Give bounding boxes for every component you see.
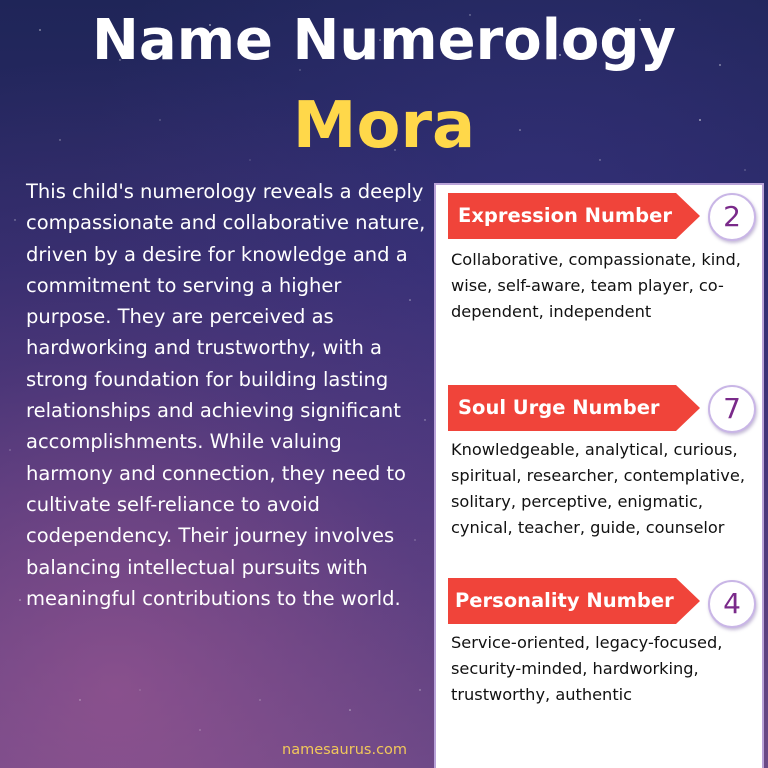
numerology-description: This child's numerology reveals a deeply compassionate and collaborative nature, driven by a desire for knowledge and a commitment to serving a higher purpose. They are perceived as hardworking and trustworthy, with a strong foundation for building lasting relationships and achieving significant accomplishments. While valuing harmony and connection, they need to cultivate self-reliance to avoid codependency. Their journey involves balancing intellectual pursuits with meaningful contributions to the world. <box>26 180 426 610</box>
baby-name: Mora <box>292 89 476 163</box>
expression-number-label: Expression Number <box>458 204 672 227</box>
soul-urge-banner <box>448 385 700 431</box>
personality-number-label: Personality Number <box>455 589 674 612</box>
site-footer[interactable]: namesaurus.com <box>282 742 408 758</box>
personality-number-value: 4 <box>708 580 756 628</box>
page-title: Name Numerology <box>92 8 676 73</box>
expression-traits: Collaborative, compassionate, kind, wise, self-aware, team player, co-dependent, independent <box>451 250 741 321</box>
numbers-panel <box>434 183 764 768</box>
personality-traits: Service-oriented, legacy-focused, security-minded, hardworking, trustworthy, authentic <box>451 633 723 704</box>
personality-banner <box>448 578 700 624</box>
soul-urge-number-label: Soul Urge Number <box>458 396 660 419</box>
expression-number-value: 2 <box>708 193 756 241</box>
soul-urge-number-value: 7 <box>708 385 756 433</box>
soul-urge-traits: Knowledgeable, analytical, curious, spiritual, researcher, contemplative, solitary, perceptive, enigmatic, cynical, teacher, guide, counselor <box>451 440 745 537</box>
expression-banner <box>448 193 700 239</box>
